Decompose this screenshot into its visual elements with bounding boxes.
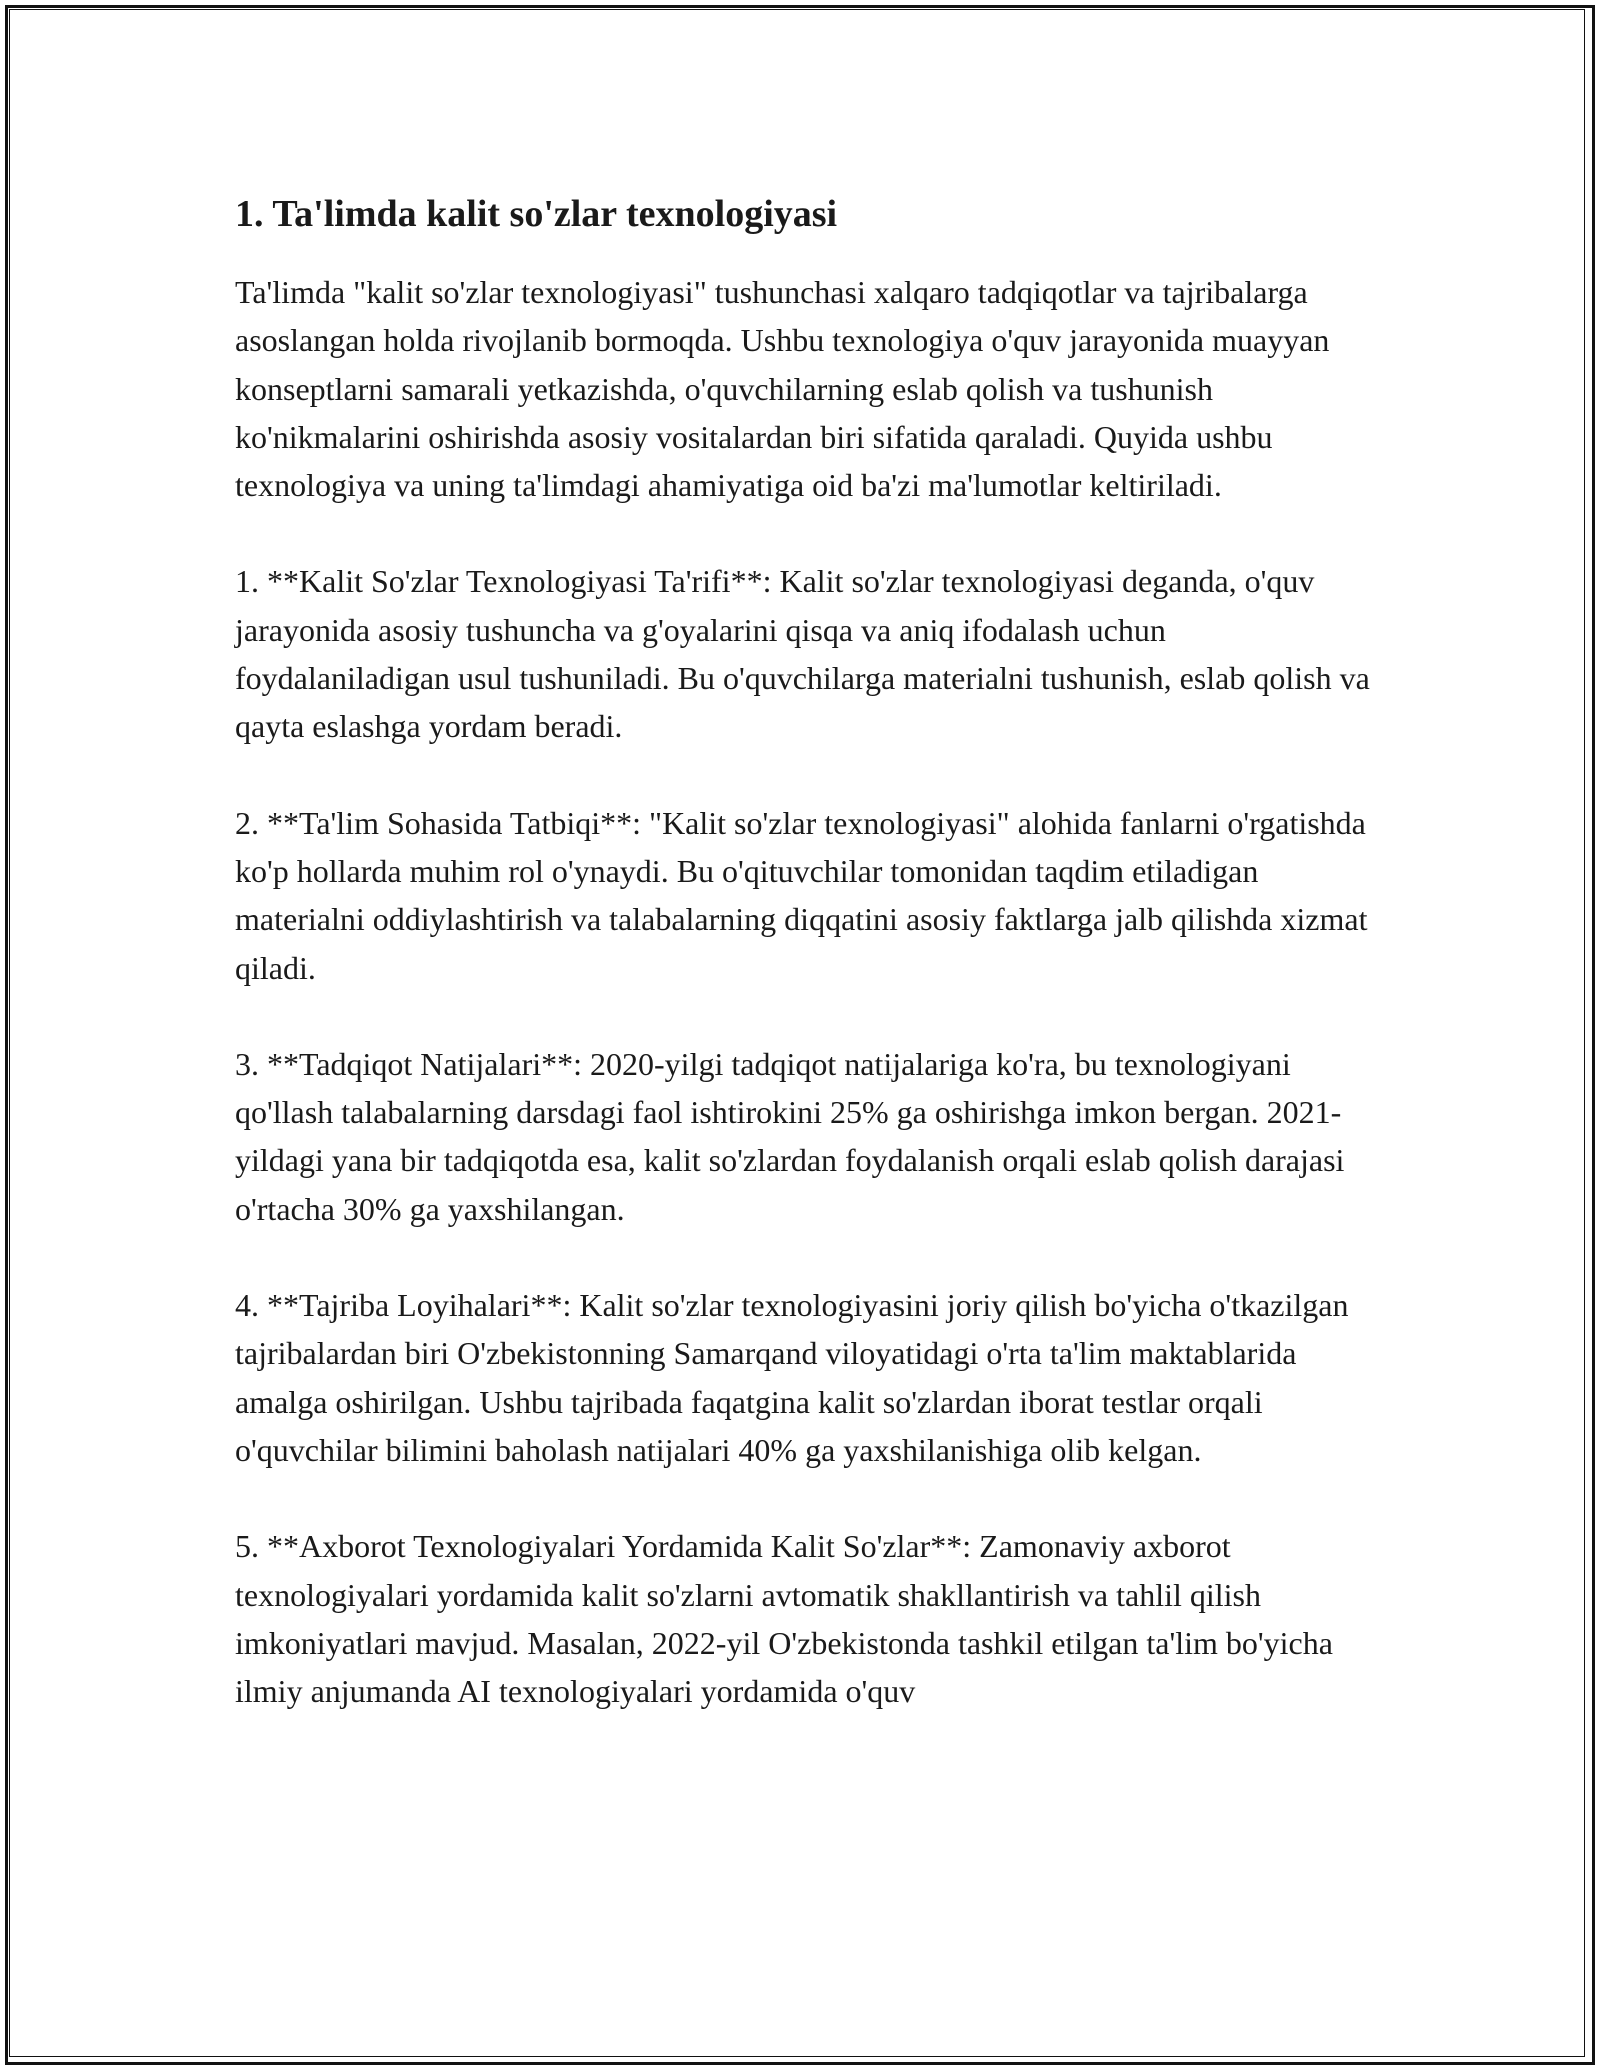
section-heading: 1. Ta'limda kalit so'zlar texnologiyasi — [235, 193, 838, 235]
intro-paragraph: Ta'limda "kalit so'zlar texnologiyasi" tushunchasi xalqaro tadqiqotlar va tajribalarga asoslangan holda rivojlanib bormoqda. Ushbu texnologiya o'quv jarayonida muayyan konseptlarni samarali yetkazishda, o'quvchilarning eslab qolish va tushunish ko'nikmalarini oshirishda asosiy vositalardan biri sifatida qaraladi. Quyida ushbu texnologiya va uning ta'limdagi ahamiyatiga oid ba'zi ma'lumotlar keltiriladi. — [235, 274, 1330, 504]
document-body — [235, 186, 1375, 1763]
list-item-pilot-projects: 4. **Tajriba Loyihalari**: Kalit so'zlar texnologiyasini joriy qilish bo'yicha o'tkazilgan tajribalardan biri O'zbekistonning Samarqand viloyatidagi o'rta ta'lim maktablarida amalga oshirilgan. Ushbu tajribada faqatgina kalit so'zlardan iborat testlar orqali o'quvchilar bilimini baholash natijalari 40% ga yaxshilanishiga olib kelgan. — [235, 1287, 1349, 1468]
list-item-it-keywords: 5. **Axborot Texnologiyalari Yordamida Kalit So'zlar**: Zamonaviy axborot texnologiyalari yordamida kalit so'zlarni avtomatik shakllantirish va tahlil qilish imkoniyatlari mavjud. Masalan, 2022-yil O'zbekistonda tashkil etilgan ta'lim bo'yicha ilmiy anjumanda AI texnologiyalari yordamida o'quv — [235, 1528, 1333, 1710]
list-item-definition: 1. **Kalit So'zlar Texnologiyasi Ta'rifi**: Kalit so'zlar texnologiyasi deganda, o'quv jarayonida asosiy tushuncha va g'oyalarini qisqa va aniq ifodalash uchun foydalaniladigan usul tushuniladi. Bu o'quvchilarga materialni tushunish, eslab qolish va qayta eslashga yordam beradi. — [235, 563, 1370, 745]
list-item-research-results: 3. **Tadqiqot Natijalari**: 2020-yilgi tadqiqot natijalariga ko'ra, bu texnologiyani qo'llash talabalarning darsdagi faol ishtirokini 25% ga oshirishga imkon bergan. 2021-yildagi yana bir tadqiqotda esa, kalit so'zlardan foydalanish orqali eslab qolish darajasi o'rtacha 30% ga yaxshilangan. — [235, 1045, 1345, 1227]
list-item-application: 2. **Ta'lim Sohasida Tatbiqi**: "Kalit so'zlar texnologiyasi" alohida fanlarni o'rgatishda ko'p hollarda muhim rol o'ynaydi. Bu o'qituvchilar tomonidan taqdim etiladigan materialni oddiylashtirish va talabalarning diqqatini asosiy faktlarga jalb qilishda xizmat qiladi. — [235, 804, 1368, 986]
